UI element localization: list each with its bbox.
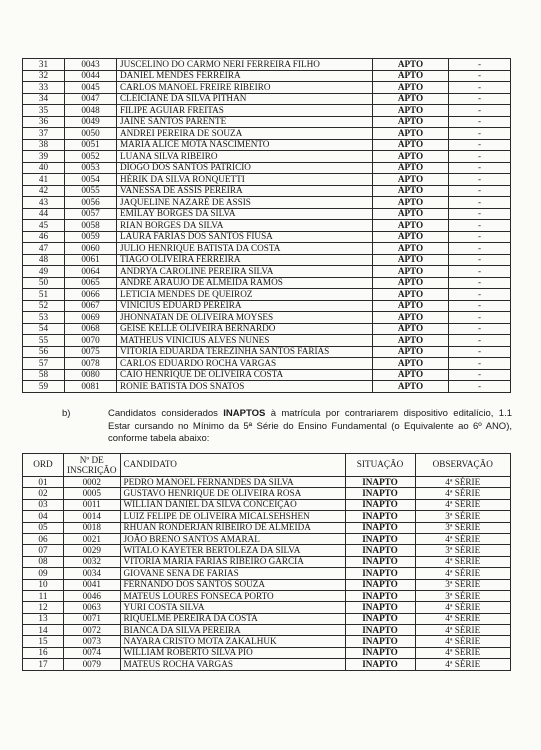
cell-inscricao: 0078 bbox=[65, 358, 117, 370]
cell-ord: 03 bbox=[23, 499, 64, 510]
cell-candidato: MATEUS LOURES FONSECA PORTO bbox=[120, 590, 345, 601]
cell-inscricao: 0070 bbox=[65, 335, 117, 347]
cell-situacao: INAPTO bbox=[345, 613, 415, 624]
cell-situacao: APTO bbox=[373, 300, 449, 312]
cell-ord: 56 bbox=[23, 346, 65, 358]
cell-ord: 50 bbox=[23, 277, 65, 289]
cell-inscricao: 0002 bbox=[64, 477, 121, 488]
cell-ord: 53 bbox=[23, 312, 65, 324]
cell-observacao: 4ª SÉRIE bbox=[415, 533, 510, 544]
cell-inscricao: 0029 bbox=[64, 545, 121, 556]
cell-situacao: APTO bbox=[373, 151, 449, 163]
cell-observacao: 4ª SÉRIE bbox=[415, 602, 510, 613]
cell-observacao: - bbox=[449, 266, 511, 278]
cell-candidato: RONIE BATISTA DOS SNATOS bbox=[117, 381, 373, 393]
cell-situacao: INAPTO bbox=[345, 636, 415, 647]
cell-inscricao: 0055 bbox=[65, 185, 117, 197]
cell-candidato: VITORIA MARIA FARIAS RIBEIRO GARCIA bbox=[120, 556, 345, 567]
cell-candidato: JAINE SANTOS PARENTE bbox=[117, 116, 373, 128]
cell-candidato: LUANA SILVA RIBEIRO bbox=[117, 151, 373, 163]
cell-observacao: - bbox=[449, 289, 511, 301]
cell-ord: 41 bbox=[23, 174, 65, 186]
cell-candidato: MATEUS ROCHA VARGAS bbox=[120, 659, 345, 670]
cell-observacao: - bbox=[449, 254, 511, 266]
cell-observacao: - bbox=[449, 128, 511, 140]
cell-situacao: INAPTO bbox=[345, 522, 415, 533]
table-row bbox=[23, 162, 511, 174]
cell-inscricao: 0052 bbox=[65, 151, 117, 163]
table-row bbox=[23, 277, 511, 289]
cell-inscricao: 0044 bbox=[65, 70, 117, 82]
cell-observacao: - bbox=[449, 243, 511, 255]
cell-observacao: 3ª SÉRIE bbox=[415, 590, 510, 601]
table-row bbox=[23, 602, 511, 613]
cell-situacao: APTO bbox=[373, 243, 449, 255]
cell-situacao: APTO bbox=[373, 208, 449, 220]
cell-observacao: - bbox=[449, 116, 511, 128]
cell-candidato: GEISE KELLE OLIVEIRA BERNARDO bbox=[117, 323, 373, 335]
cell-situacao: APTO bbox=[373, 369, 449, 381]
cell-candidato: BIANCA DA SILVA PEREIRA bbox=[120, 625, 345, 636]
cell-inscricao: 0047 bbox=[65, 93, 117, 105]
cell-ord: 37 bbox=[23, 128, 65, 140]
table-row bbox=[23, 128, 511, 140]
cell-ord: 51 bbox=[23, 289, 65, 301]
cell-ord: 46 bbox=[23, 231, 65, 243]
cell-inscricao: 0069 bbox=[65, 312, 117, 324]
cell-inscricao: 0056 bbox=[65, 197, 117, 209]
paragraph-text-before: Candidatos considerados bbox=[108, 408, 224, 419]
cell-candidato: VITÓRIA EDUARDA TEREZINHA SANTOS FARIAS bbox=[117, 346, 373, 358]
cell-inscricao: 0067 bbox=[65, 300, 117, 312]
cell-candidato: RIAN BORGES DA SILVA bbox=[117, 220, 373, 232]
cell-inscricao: 0054 bbox=[65, 174, 117, 186]
cell-candidato: RIQUELME PEREIRA DA COSTA bbox=[120, 613, 345, 624]
cell-ord: 02 bbox=[23, 488, 64, 499]
cell-situacao: APTO bbox=[373, 128, 449, 140]
cell-candidato: ANDRÉ ARAÚJO DE ALMEIDA RAMOS bbox=[117, 277, 373, 289]
cell-candidato: WILLIAM ROBERTO SILVA PIO bbox=[120, 647, 345, 658]
cell-inscricao: 0072 bbox=[64, 625, 121, 636]
inaptos-table bbox=[22, 453, 511, 671]
cell-ord: 34 bbox=[23, 93, 65, 105]
cell-inscricao: 0011 bbox=[64, 499, 121, 510]
cell-observacao: 4ª SÉRIE bbox=[415, 636, 510, 647]
cell-observacao: - bbox=[449, 197, 511, 209]
table-row bbox=[23, 289, 511, 301]
table-row bbox=[23, 208, 511, 220]
table-row bbox=[23, 174, 511, 186]
table-row bbox=[23, 647, 511, 658]
cell-situacao: APTO bbox=[373, 381, 449, 393]
cell-inscricao: 0049 bbox=[65, 116, 117, 128]
cell-candidato: EMILAY BORGES DA SILVA bbox=[117, 208, 373, 220]
cell-inscricao: 0050 bbox=[65, 128, 117, 140]
cell-ord: 31 bbox=[23, 59, 65, 71]
table-row bbox=[23, 312, 511, 324]
cell-observacao: - bbox=[449, 93, 511, 105]
table-row bbox=[23, 381, 511, 393]
cell-inscricao: 0048 bbox=[65, 105, 117, 117]
table-row bbox=[23, 346, 511, 358]
cell-ord: 54 bbox=[23, 323, 65, 335]
cell-situacao: INAPTO bbox=[345, 647, 415, 658]
cell-inscricao: 0061 bbox=[65, 254, 117, 266]
cell-observacao: - bbox=[449, 323, 511, 335]
cell-observacao: - bbox=[449, 346, 511, 358]
cell-ord: 47 bbox=[23, 243, 65, 255]
cell-ord: 08 bbox=[23, 556, 64, 567]
cell-situacao: INAPTO bbox=[345, 545, 415, 556]
cell-ord: 48 bbox=[23, 254, 65, 266]
cell-observacao: - bbox=[449, 139, 511, 151]
table-row bbox=[23, 522, 511, 533]
cell-situacao: APTO bbox=[373, 82, 449, 94]
table-row bbox=[23, 545, 511, 556]
cell-situacao: APTO bbox=[373, 277, 449, 289]
table-row bbox=[23, 254, 511, 266]
list-marker: b) bbox=[62, 408, 71, 419]
cell-observacao: 4ª SÉRIE bbox=[415, 625, 510, 636]
table-row bbox=[23, 625, 511, 636]
cell-situacao: APTO bbox=[373, 266, 449, 278]
paragraph-text bbox=[108, 408, 512, 446]
cell-ord: 17 bbox=[23, 659, 64, 670]
table-row bbox=[23, 197, 511, 209]
cell-situacao: INAPTO bbox=[345, 511, 415, 522]
cell-inscricao: 0075 bbox=[65, 346, 117, 358]
cell-inscricao: 0046 bbox=[64, 590, 121, 601]
cell-ord: 58 bbox=[23, 369, 65, 381]
cell-candidato: DANIEL MENDES FERREIRA bbox=[117, 70, 373, 82]
cell-situacao: INAPTO bbox=[345, 533, 415, 544]
cell-ord: 44 bbox=[23, 208, 65, 220]
cell-situacao: APTO bbox=[373, 220, 449, 232]
cell-observacao: 4ª SÉRIE bbox=[415, 477, 510, 488]
cell-observacao: 3ª SÉRIE bbox=[415, 522, 510, 533]
header-row bbox=[23, 454, 511, 477]
paragraph-text-after: à matrícula por contrariarem dispositivo editalício, 1.1 Estar cursando no Mínimo da 5ª Série do Ensino Fundamental (o Equivalente ao 6º ANO), conforme tabela abaixo: bbox=[108, 408, 512, 444]
cell-inscricao: 0051 bbox=[65, 139, 117, 151]
cell-situacao: INAPTO bbox=[345, 556, 415, 567]
cell-ord: 05 bbox=[23, 522, 64, 533]
table-row bbox=[23, 579, 511, 590]
table-row bbox=[23, 59, 511, 71]
cell-observacao: 4ª SÉRIE bbox=[415, 647, 510, 658]
cell-situacao: APTO bbox=[373, 346, 449, 358]
cell-observacao: 4ª SÉRIE bbox=[415, 613, 510, 624]
header-inscricao: Nº DE INSCRIÇÃO bbox=[64, 454, 121, 477]
cell-candidato: JAQUELINE NAZARÉ DE ASSIS bbox=[117, 197, 373, 209]
header-candidato: CANDIDATO bbox=[120, 454, 345, 477]
table-row bbox=[23, 116, 511, 128]
cell-inscricao: 0032 bbox=[64, 556, 121, 567]
header-ord: ORD bbox=[23, 454, 64, 477]
table-row bbox=[23, 533, 511, 544]
header-observacao: OBSERVAÇÃO bbox=[415, 454, 510, 477]
cell-situacao: APTO bbox=[373, 358, 449, 370]
cell-candidato: GUSTAVO HENRIQUE DE OLIVEIRA ROSA bbox=[120, 488, 345, 499]
cell-observacao: - bbox=[449, 70, 511, 82]
cell-situacao: INAPTO bbox=[345, 499, 415, 510]
cell-observacao: - bbox=[449, 174, 511, 186]
table-row bbox=[23, 511, 511, 522]
cell-candidato: WILLIAN DANIEL DA SILVA CONCEIÇÃO bbox=[120, 499, 345, 510]
cell-situacao: APTO bbox=[373, 197, 449, 209]
cell-situacao: APTO bbox=[373, 323, 449, 335]
cell-ord: 35 bbox=[23, 105, 65, 117]
cell-inscricao: 0081 bbox=[65, 381, 117, 393]
cell-candidato: ANDRYA CAROLINE PEREIRA SILVA bbox=[117, 266, 373, 278]
cell-candidato: JOÃO BRENO SANTOS AMARAL bbox=[120, 533, 345, 544]
cell-inscricao: 0071 bbox=[64, 613, 121, 624]
cell-situacao: INAPTO bbox=[345, 625, 415, 636]
cell-ord: 57 bbox=[23, 358, 65, 370]
cell-inscricao: 0034 bbox=[64, 568, 121, 579]
table-row bbox=[23, 613, 511, 624]
cell-situacao: APTO bbox=[373, 174, 449, 186]
cell-ord: 55 bbox=[23, 335, 65, 347]
cell-candidato: ANDREI PEREIRA DE SOUZA bbox=[117, 128, 373, 140]
cell-candidato: VINÍCIUS EDUARD PEREIRA bbox=[117, 300, 373, 312]
cell-inscricao: 0080 bbox=[65, 369, 117, 381]
cell-situacao: APTO bbox=[373, 289, 449, 301]
cell-inscricao: 0068 bbox=[65, 323, 117, 335]
cell-observacao: 4ª SÉRIE bbox=[415, 659, 510, 670]
table-row bbox=[23, 488, 511, 499]
cell-candidato: YURI COSTA SILVA bbox=[120, 602, 345, 613]
cell-observacao: - bbox=[449, 82, 511, 94]
cell-situacao: APTO bbox=[373, 139, 449, 151]
cell-situacao: INAPTO bbox=[345, 659, 415, 670]
cell-observacao: - bbox=[449, 369, 511, 381]
cell-situacao: APTO bbox=[373, 116, 449, 128]
table-row bbox=[23, 139, 511, 151]
cell-observacao: 4ª SÉRIE bbox=[415, 499, 510, 510]
table-row bbox=[23, 323, 511, 335]
cell-candidato: CLEICIANE DA SILVA PITHAN bbox=[117, 93, 373, 105]
cell-candidato: MARIA ALICE MOTA NASCIMENTO bbox=[117, 139, 373, 151]
inaptos-paragraph bbox=[62, 408, 512, 446]
cell-candidato: CARLOS EDUARDO ROCHA VARGAS bbox=[117, 358, 373, 370]
cell-candidato: CARLOS MANOEL FREIRE RIBEIRO bbox=[117, 82, 373, 94]
table-row bbox=[23, 151, 511, 163]
cell-observacao: 4ª SÉRIE bbox=[415, 568, 510, 579]
cell-situacao: INAPTO bbox=[345, 477, 415, 488]
cell-inscricao: 0058 bbox=[65, 220, 117, 232]
cell-ord: 43 bbox=[23, 197, 65, 209]
cell-situacao: APTO bbox=[373, 231, 449, 243]
cell-observacao: 3ª SÉRIE bbox=[415, 545, 510, 556]
cell-candidato: PEDRO MANOEL FERNANDES DA SILVA bbox=[120, 477, 345, 488]
table-row bbox=[23, 568, 511, 579]
cell-candidato: JUSCELINO DO CARMO NERI FERREIRA FILHO bbox=[117, 59, 373, 71]
cell-observacao: - bbox=[449, 208, 511, 220]
table-row bbox=[23, 70, 511, 82]
cell-observacao: - bbox=[449, 151, 511, 163]
cell-observacao: 4ª SÉRIE bbox=[415, 488, 510, 499]
cell-ord: 42 bbox=[23, 185, 65, 197]
cell-ord: 10 bbox=[23, 579, 64, 590]
cell-observacao: 3ª SÉRIE bbox=[415, 579, 510, 590]
cell-observacao: - bbox=[449, 277, 511, 289]
cell-inscricao: 0063 bbox=[64, 602, 121, 613]
cell-observacao: - bbox=[449, 381, 511, 393]
table-row bbox=[23, 300, 511, 312]
table-row bbox=[23, 556, 511, 567]
cell-inscricao: 0057 bbox=[65, 208, 117, 220]
cell-candidato: TIAGO OLIVEIRA FERREIRA bbox=[117, 254, 373, 266]
table-row bbox=[23, 220, 511, 232]
table-row bbox=[23, 266, 511, 278]
table-row bbox=[23, 590, 511, 601]
cell-observacao: - bbox=[449, 105, 511, 117]
cell-situacao: INAPTO bbox=[345, 568, 415, 579]
cell-candidato: NAYARA CRISTO MOTA ZAKALHUK bbox=[120, 636, 345, 647]
cell-candidato: DIOGO DOS SANTOS PATRÍCIO bbox=[117, 162, 373, 174]
paragraph-bold: INAPTOS bbox=[223, 408, 266, 419]
cell-inscricao: 0043 bbox=[65, 59, 117, 71]
cell-candidato: JULIO HENRIQUE BATISTA DA COSTA bbox=[117, 243, 373, 255]
cell-ord: 40 bbox=[23, 162, 65, 174]
aptos-table bbox=[22, 58, 511, 393]
table-row bbox=[23, 499, 511, 510]
cell-situacao: APTO bbox=[373, 312, 449, 324]
cell-inscricao: 0064 bbox=[65, 266, 117, 278]
cell-candidato: FILIPE AGUIAR FREITAS bbox=[117, 105, 373, 117]
cell-candidato: RHUAN RONDERJAN RIBEIRO DE ALMEIDA bbox=[120, 522, 345, 533]
table-row bbox=[23, 335, 511, 347]
cell-ord: 04 bbox=[23, 511, 64, 522]
cell-situacao: APTO bbox=[373, 254, 449, 266]
cell-inscricao: 0059 bbox=[65, 231, 117, 243]
cell-candidato: MATHEUS VINICIUS ALVES NUNES bbox=[117, 335, 373, 347]
table-row bbox=[23, 477, 511, 488]
cell-candidato: CAIO HENRIQUE DE OLIVEIRA COSTA bbox=[117, 369, 373, 381]
cell-inscricao: 0045 bbox=[65, 82, 117, 94]
aptos-table-body bbox=[23, 59, 511, 393]
cell-candidato: FERNANDO DOS SANTOS SOUZA bbox=[120, 579, 345, 590]
cell-observacao: - bbox=[449, 358, 511, 370]
cell-candidato: GIOVANE SENA DE FARIAS bbox=[120, 568, 345, 579]
cell-situacao: APTO bbox=[373, 335, 449, 347]
cell-candidato: LETICIA MENDES DE QUEIROZ bbox=[117, 289, 373, 301]
cell-inscricao: 0079 bbox=[64, 659, 121, 670]
cell-inscricao: 0018 bbox=[64, 522, 121, 533]
cell-candidato: HÉRIK DA SILVA RONQUETTI bbox=[117, 174, 373, 186]
cell-candidato: LUIZ FELIPE DE OLIVEIRA MICALSEHSHEN bbox=[120, 511, 345, 522]
cell-inscricao: 0005 bbox=[64, 488, 121, 499]
cell-ord: 06 bbox=[23, 533, 64, 544]
cell-candidato: LAURA FARIAS DOS SANTOS FIUSA bbox=[117, 231, 373, 243]
cell-situacao: APTO bbox=[373, 59, 449, 71]
cell-ord: 01 bbox=[23, 477, 64, 488]
cell-ord: 09 bbox=[23, 568, 64, 579]
cell-situacao: INAPTO bbox=[345, 590, 415, 601]
table-row bbox=[23, 659, 511, 670]
cell-observacao: - bbox=[449, 335, 511, 347]
cell-observacao: - bbox=[449, 220, 511, 232]
cell-candidato: VANESSA DE ASSIS PEREIRA bbox=[117, 185, 373, 197]
cell-ord: 12 bbox=[23, 602, 64, 613]
cell-ord: 39 bbox=[23, 151, 65, 163]
table-row bbox=[23, 82, 511, 94]
header-situacao: SITUAÇÃO bbox=[345, 454, 415, 477]
cell-candidato: WITALO KAYETER BERTOLEZA DA SILVA bbox=[120, 545, 345, 556]
cell-ord: 33 bbox=[23, 82, 65, 94]
cell-ord: 49 bbox=[23, 266, 65, 278]
cell-ord: 11 bbox=[23, 590, 64, 601]
cell-observacao: 3ª SÉRIE bbox=[415, 511, 510, 522]
cell-inscricao: 0060 bbox=[65, 243, 117, 255]
table-row bbox=[23, 185, 511, 197]
cell-situacao: APTO bbox=[373, 162, 449, 174]
cell-situacao: INAPTO bbox=[345, 602, 415, 613]
cell-ord: 14 bbox=[23, 625, 64, 636]
table-row bbox=[23, 369, 511, 381]
table-row bbox=[23, 358, 511, 370]
cell-situacao: INAPTO bbox=[345, 488, 415, 499]
cell-inscricao: 0014 bbox=[64, 511, 121, 522]
cell-observacao: - bbox=[449, 312, 511, 324]
cell-ord: 38 bbox=[23, 139, 65, 151]
cell-inscricao: 0053 bbox=[65, 162, 117, 174]
table-row bbox=[23, 243, 511, 255]
cell-observacao: - bbox=[449, 300, 511, 312]
table-row bbox=[23, 93, 511, 105]
table-row bbox=[23, 105, 511, 117]
cell-candidato: JHONNATAN DE OLIVEIRA MOYSES bbox=[117, 312, 373, 324]
cell-ord: 59 bbox=[23, 381, 65, 393]
cell-ord: 45 bbox=[23, 220, 65, 232]
cell-ord: 36 bbox=[23, 116, 65, 128]
cell-inscricao: 0074 bbox=[64, 647, 121, 658]
cell-observacao: - bbox=[449, 59, 511, 71]
cell-inscricao: 0066 bbox=[65, 289, 117, 301]
cell-ord: 16 bbox=[23, 647, 64, 658]
inaptos-table-body bbox=[23, 477, 511, 671]
cell-situacao: APTO bbox=[373, 70, 449, 82]
cell-inscricao: 0073 bbox=[64, 636, 121, 647]
table-row bbox=[23, 636, 511, 647]
table-row bbox=[23, 231, 511, 243]
cell-situacao: APTO bbox=[373, 105, 449, 117]
cell-observacao: - bbox=[449, 185, 511, 197]
cell-inscricao: 0021 bbox=[64, 533, 121, 544]
cell-situacao: INAPTO bbox=[345, 579, 415, 590]
cell-inscricao: 0065 bbox=[65, 277, 117, 289]
cell-situacao: APTO bbox=[373, 93, 449, 105]
cell-ord: 15 bbox=[23, 636, 64, 647]
cell-observacao: 4ª SÉRIE bbox=[415, 556, 510, 567]
inaptos-table-head bbox=[23, 454, 511, 477]
cell-ord: 07 bbox=[23, 545, 64, 556]
cell-ord: 32 bbox=[23, 70, 65, 82]
cell-observacao: - bbox=[449, 231, 511, 243]
cell-ord: 52 bbox=[23, 300, 65, 312]
cell-inscricao: 0041 bbox=[64, 579, 121, 590]
cell-ord: 13 bbox=[23, 613, 64, 624]
cell-observacao: - bbox=[449, 162, 511, 174]
cell-situacao: APTO bbox=[373, 185, 449, 197]
